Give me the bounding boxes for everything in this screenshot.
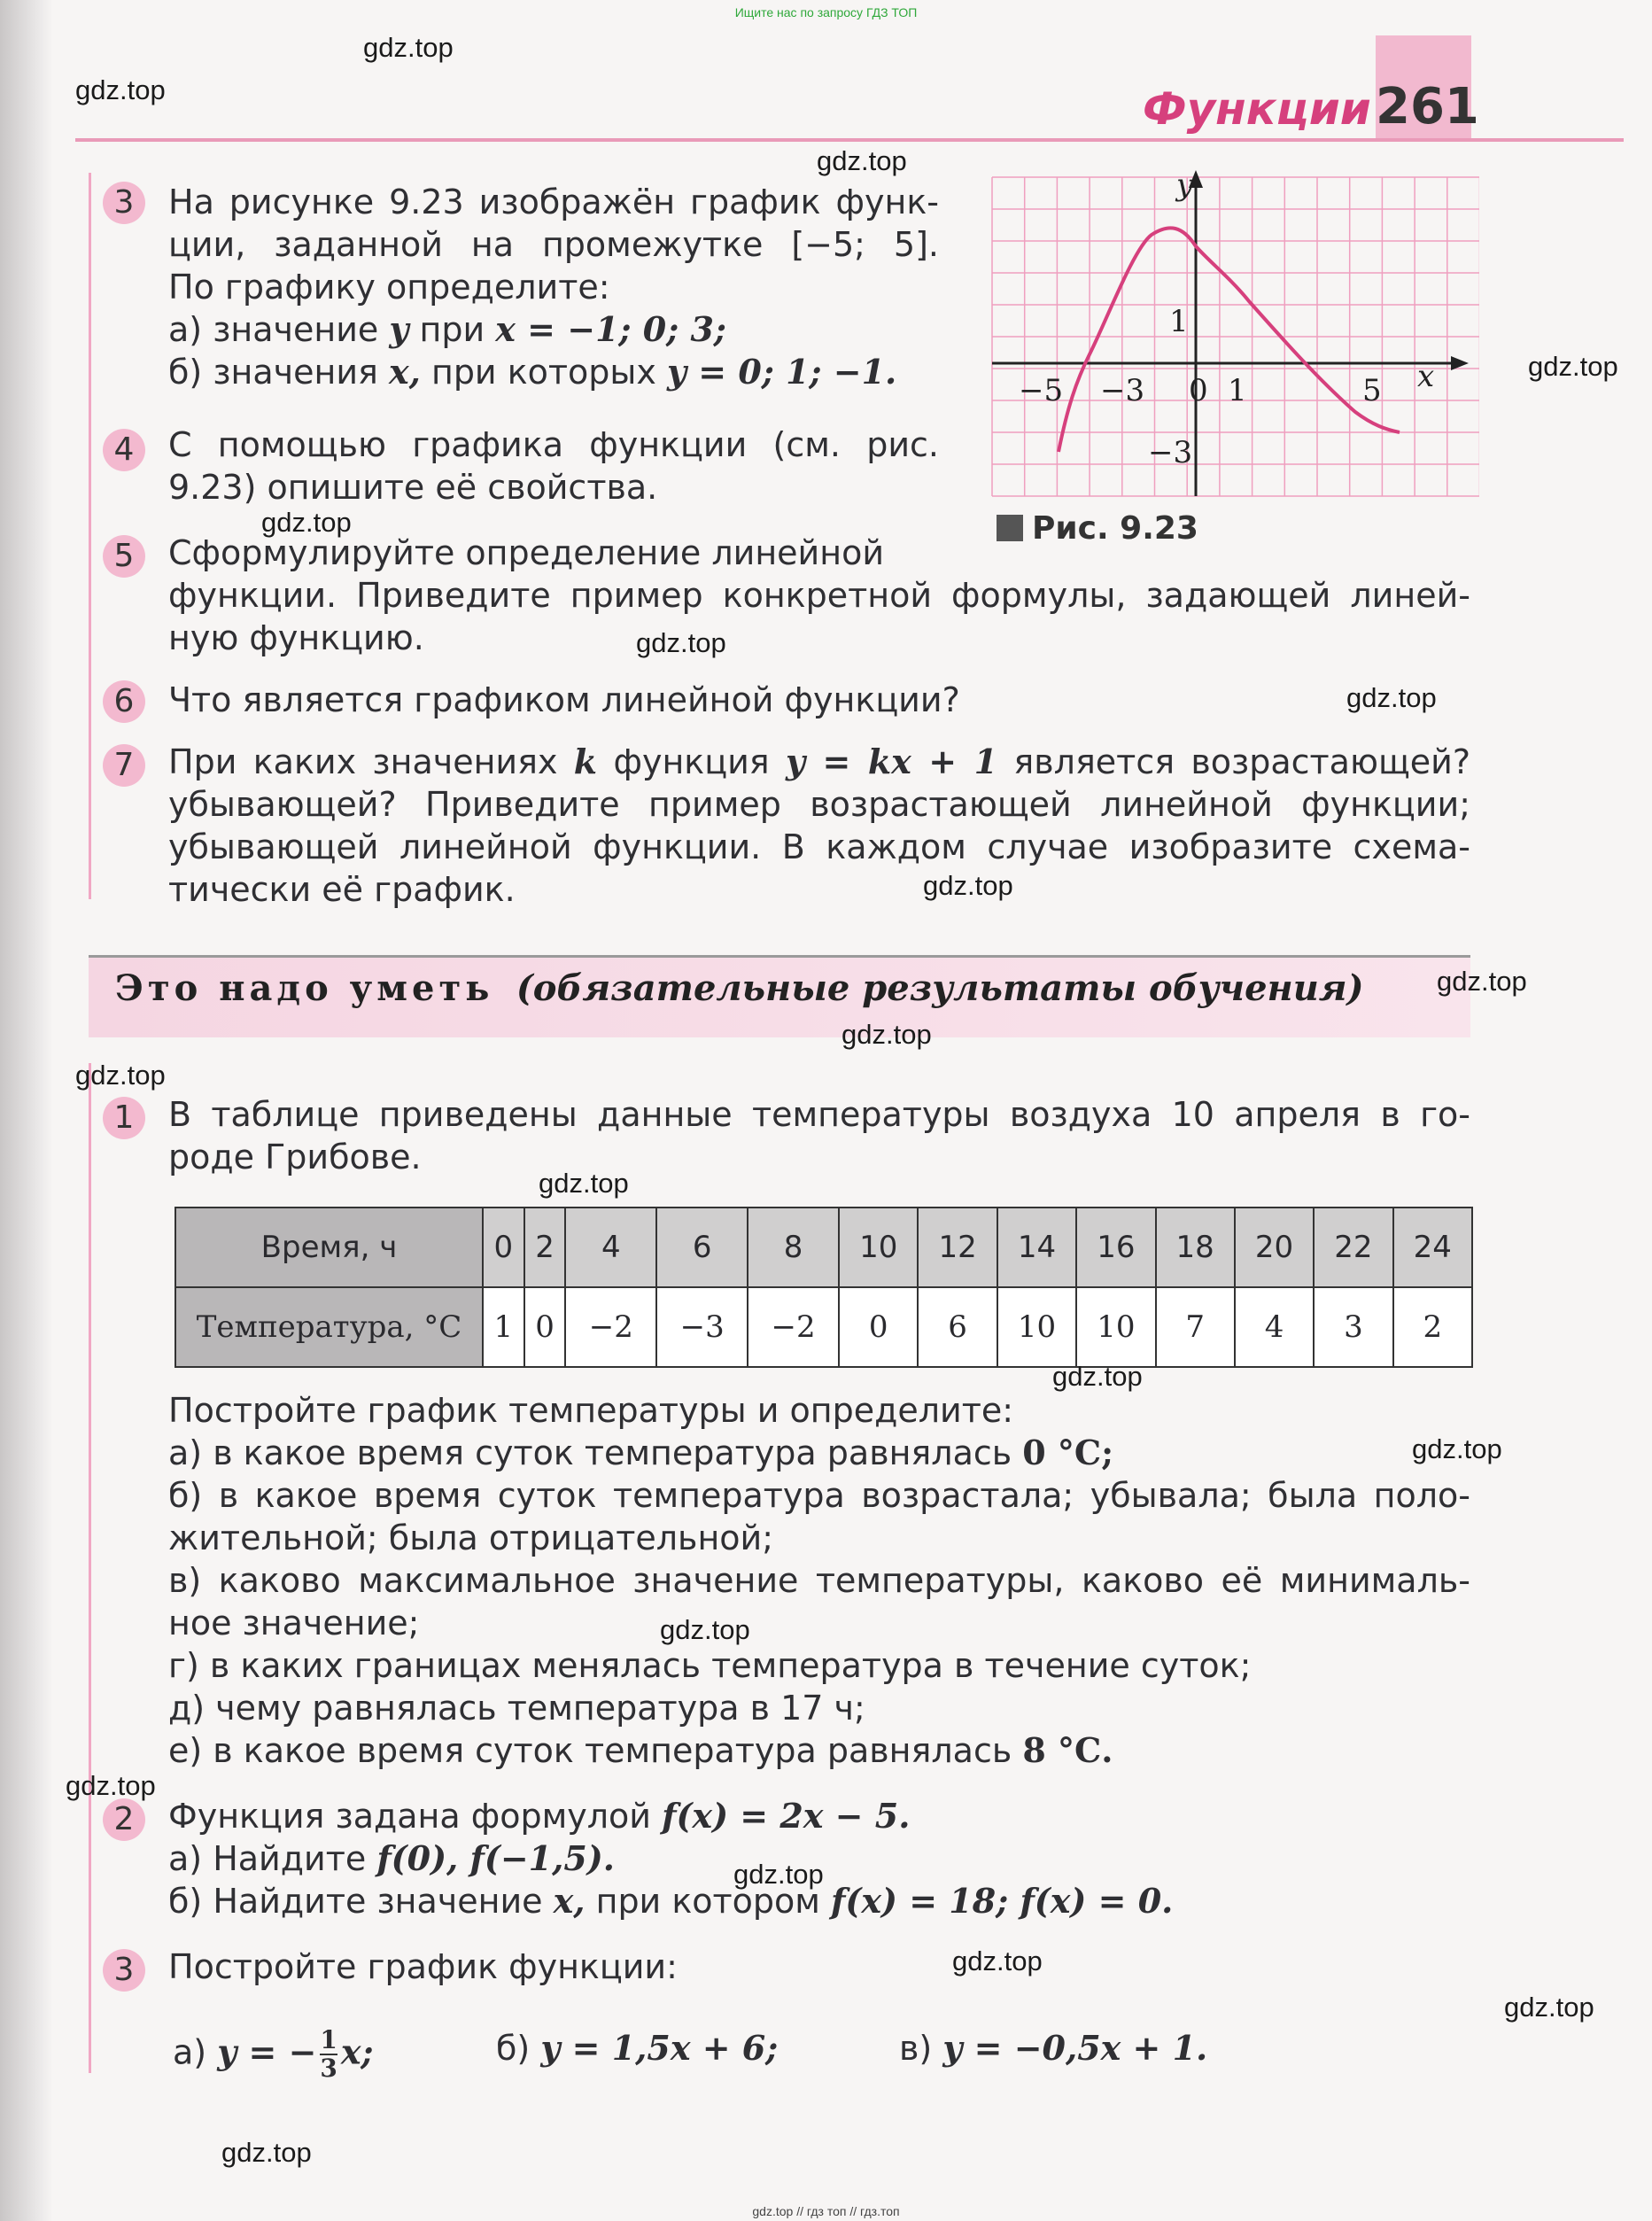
x-tick-label: 0 [1189,373,1208,408]
time-cell: 2 [524,1208,566,1287]
time-cell: 10 [839,1208,918,1287]
task-3-options: а) y = − $\frac{1}{3}$ x; б) y = 1,5x + 6; в) y = −0,5x + 1. [173,2025,1208,2083]
watermark-text: gdz.top [660,1614,750,1645]
watermark-text: gdz.top [1528,351,1618,382]
watermark-text: gdz.top [1504,1992,1594,2023]
questions-margin-rule [89,173,91,899]
temperature-cell: 4 [1235,1287,1314,1367]
time-cell: 24 [1393,1208,1472,1287]
task-number: 3 [103,1949,145,1992]
question-number: 5 [103,535,145,578]
y-axis-label: y [1176,168,1194,203]
page-edge-shadow [0,0,53,2221]
temperature-cell: −2 [748,1287,839,1367]
bottom-note: gdz.top // гдз топ // гдз.топ [752,2204,900,2218]
watermark-text: gdz.top [952,1945,1043,1976]
x-axis-label: x [1417,359,1435,394]
watermark-text: gdz.top [817,145,907,176]
temperature-cell: 3 [1314,1287,1392,1367]
task-1-questions: Постройте график температуры и определите: а) в какое время суток температура равнялась 0 °С; б) в какое время суток температура возрастала; убывала; была поло- жительной; была отрицательной; в) каково максимальное значение температуры, каково её минималь- ное значение; г) в каких границах менялась температура в течение суток; д) чему равнялась температура в 17 ч; е) в какое время суток температура равнялась 8 °С. [168,1391,1470,1770]
temperature-cell: 6 [918,1287,997,1367]
task-2-text: Функция задана формулой f(x) = 2x − 5. а) Найдите f(0), f(−1,5). б) Найдите значение x, при котором f(x) = 18; f(x) = 0. [168,1796,1174,1921]
top-note: Ищите нас по запросу ГДЗ ТОП [734,5,918,19]
temperature-cell: 10 [997,1287,1076,1367]
question-number: 7 [103,744,145,787]
page-number: 261 [1376,78,1479,136]
watermark-text: gdz.top [733,1859,824,1890]
time-cell: 6 [656,1208,748,1287]
watermark-text: gdz.top [539,1168,629,1199]
watermark-text: gdz.top [842,1019,932,1050]
temperature-cell: −3 [656,1287,748,1367]
header-rule [75,138,1624,142]
tasks-margin-rule [89,1063,91,2073]
time-cell: 0 [483,1208,524,1287]
function-graph-figure [983,168,1479,505]
y-tick-label: −3 [1148,435,1193,470]
task-number: 2 [103,1798,145,1841]
temperature-cell: 2 [1393,1287,1472,1367]
watermark-text: gdz.top [1437,966,1527,997]
watermark-text: gdz.top [636,627,726,658]
temperature-table [175,1207,1473,1368]
x-tick-label: 5 [1362,373,1382,408]
temperature-cell: 1 [483,1287,524,1367]
graph-grid [992,177,1479,496]
watermark-text: gdz.top [1052,1361,1143,1392]
temperature-cell: 10 [1076,1287,1155,1367]
task-1-text: В таблице приведены данные температуры воздуха 10 апреля в го- роде Грибове. [168,1095,1470,1177]
x-tick-label: 1 [1228,373,1247,408]
task-number: 1 [103,1097,145,1139]
x-tick-label: −3 [1100,373,1145,408]
question-number: 4 [103,429,145,471]
temperature-cell: 0 [839,1287,918,1367]
watermark-text: gdz.top [75,74,166,105]
page-header-title: Функции [1143,83,1371,135]
watermark-text: gdz.top [261,507,352,538]
question-4-text: С помощью графика функции (см. рис. 9.23) опишите её свойства. [168,425,939,507]
section-title: Это надо уметь (обязательные результаты обучения) [115,967,1364,1009]
question-3-text: На рисунке 9.23 изображён график функ- ции, заданной на промежутке [−5; 5]. По графику определите: а) значение y при x = −1; 0; 3; б) значения x, при которых y = 0; 1; −1. [168,182,939,392]
function-curve [1059,228,1400,452]
watermark-text: gdz.top [363,32,454,63]
question-5-text: Сформулируйте определение линейной функции. Приведите пример конкретной формулы, задающей линей- ную функцию. [168,533,1470,657]
time-cell: 22 [1314,1208,1392,1287]
table-row-header: Время, ч [175,1208,483,1287]
watermark-text: gdz.top [1412,1433,1502,1464]
x-tick-label: −5 [1019,373,1064,408]
task-3-text: Постройте график функции: [168,1947,678,1986]
question-7-text: При каких значениях k функция y = kx + 1 является возрастающей? убывающей? Приведите пример возрастающей линейной функции; убывающей линейной функции. В каждом случае изобразите схема- тически её график. [168,742,1470,909]
question-6-text: Что является графиком линейной функции? [168,680,960,719]
time-cell: 16 [1076,1208,1155,1287]
question-number: 6 [103,680,145,723]
y-tick-label: 1 [1169,304,1189,339]
temperature-cell: 0 [524,1287,566,1367]
time-cell: 18 [1156,1208,1235,1287]
figure-caption: Рис. 9.23 [997,510,1198,547]
watermark-text: gdz.top [1346,682,1437,713]
time-cell: 8 [748,1208,839,1287]
table-row-header: Температура, °С [175,1287,483,1367]
time-cell: 12 [918,1208,997,1287]
temperature-cell: −2 [565,1287,656,1367]
watermark-text: gdz.top [66,1770,156,1801]
time-cell: 4 [565,1208,656,1287]
time-cell: 14 [997,1208,1076,1287]
temperature-cell: 7 [1156,1287,1235,1367]
question-number: 3 [103,182,145,224]
time-cell: 20 [1235,1208,1314,1287]
temperature-row [175,1287,1472,1367]
watermark-text: gdz.top [923,870,1013,901]
watermark-text: gdz.top [75,1060,166,1091]
watermark-text: gdz.top [221,2137,312,2168]
time-row [175,1208,1472,1287]
